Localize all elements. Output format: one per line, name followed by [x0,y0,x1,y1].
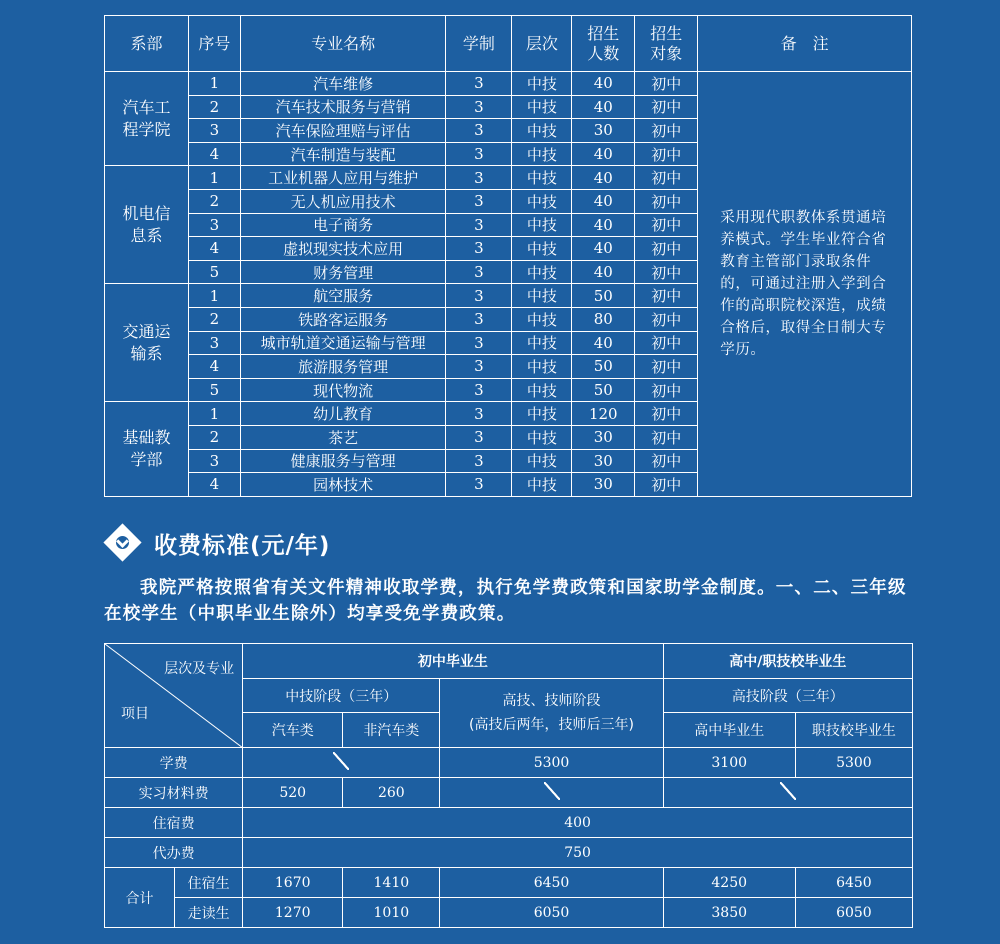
major-years: 3 [446,331,512,355]
major-target: 初中 [635,237,698,261]
majors-table [104,15,912,497]
major-count: 40 [572,213,635,237]
materials-high-na [440,778,663,808]
major-no: 3 [188,331,240,355]
lodging-value: 400 [243,808,913,838]
header-no: 序号 [188,16,240,72]
materials-auto: 520 [243,778,343,808]
tuition-hs: 3100 [663,748,795,778]
major-target: 初中 [635,331,698,355]
major-no: 3 [188,213,240,237]
day-auto: 1270 [243,898,343,928]
major-name: 现代物流 [240,378,446,402]
major-years: 3 [446,237,512,261]
major-target: 初中 [635,449,698,473]
stage-high-sub: (高技后两年，技师后三年) [469,717,634,733]
major-years: 3 [446,119,512,143]
major-no: 3 [188,119,240,143]
stage-high-label: 高技、技师阶段 [502,693,601,709]
major-years: 3 [446,284,512,308]
major-name: 城市轨道交通运输与管理 [240,331,446,355]
major-name: 幼儿教育 [240,402,446,426]
department-name: 机电信息系 [105,166,189,284]
stage-mid: 中技阶段（三年） [243,679,440,713]
major-level: 中技 [512,260,572,284]
header-target: 招生对象 [635,16,698,72]
major-name: 虚拟现实技术应用 [240,237,446,261]
fee-group-row [105,644,913,679]
major-target: 初中 [635,260,698,284]
major-years: 3 [446,473,512,497]
header-count: 招生人数 [572,16,635,72]
major-level: 中技 [512,449,572,473]
major-no: 1 [188,166,240,190]
major-target: 初中 [635,189,698,213]
department-name: 基础教学部 [105,402,189,496]
major-count: 30 [572,119,635,143]
major-years: 3 [446,260,512,284]
major-target: 初中 [635,166,698,190]
major-target: 初中 [635,355,698,379]
major-years: 3 [446,307,512,331]
major-level: 中技 [512,402,572,426]
major-count: 40 [572,260,635,284]
department-name: 汽车工程学院 [105,72,189,166]
major-count: 30 [572,425,635,449]
boarding-nonauto: 1410 [343,868,440,898]
corner-top-label: 层次及专业 [164,661,235,677]
day-high: 6050 [440,898,663,928]
fee-table [104,643,913,928]
stage-high [440,679,663,748]
fee-row-total-day [105,898,913,928]
day-label: 走读生 [175,898,243,928]
fee-row-materials [105,778,913,808]
major-count: 80 [572,307,635,331]
major-no: 3 [188,449,240,473]
day-voc: 6050 [795,898,912,928]
major-level: 中技 [512,284,572,308]
major-name: 无人机应用技术 [240,189,446,213]
major-no: 2 [188,307,240,331]
major-name: 电子商务 [240,213,446,237]
major-level: 中技 [512,166,572,190]
major-years: 3 [446,142,512,166]
major-name: 航空服务 [240,284,446,308]
major-years: 3 [446,425,512,449]
boarding-label: 住宿生 [175,868,243,898]
major-years: 3 [446,95,512,119]
major-level: 中技 [512,72,572,96]
major-target: 初中 [635,95,698,119]
day-nonauto: 1010 [343,898,440,928]
major-name: 铁路客运服务 [240,307,446,331]
major-target: 初中 [635,425,698,449]
major-count: 40 [572,142,635,166]
group-senior: 高中/职技校毕业生 [663,644,912,679]
col-auto: 汽车类 [243,713,343,748]
major-level: 中技 [512,307,572,331]
department-name: 交通运输系 [105,284,189,402]
corner-bottom-label: 项目 [121,706,149,722]
agency-label: 代办费 [105,838,243,868]
boarding-high: 6450 [440,868,663,898]
materials-nonauto: 260 [343,778,440,808]
major-count: 30 [572,449,635,473]
major-target: 初中 [635,402,698,426]
major-no: 5 [188,260,240,284]
major-level: 中技 [512,473,572,497]
major-name: 汽车制造与装配 [240,142,446,166]
col-hs: 高中毕业生 [663,713,795,748]
agency-value: 750 [243,838,913,868]
major-row [105,72,912,96]
major-level: 中技 [512,189,572,213]
major-years: 3 [446,213,512,237]
major-no: 2 [188,425,240,449]
major-years: 3 [446,355,512,379]
materials-senior-na [663,778,912,808]
major-level: 中技 [512,355,572,379]
major-level: 中技 [512,378,572,402]
major-level: 中技 [512,331,572,355]
major-count: 50 [572,284,635,308]
major-target: 初中 [635,473,698,497]
fee-row-lodging [105,808,913,838]
total-label: 合计 [105,868,175,928]
major-level: 中技 [512,119,572,143]
remarks-note: 采用现代职教体系贯通培养模式。学生毕业符合省教育主管部门录取条件的，可通过注册入学到合作的高职院校深造，成绩合格后，取得全日制大专学历。 [698,72,912,497]
major-target: 初中 [635,213,698,237]
diamond-emblem-icon [104,524,142,562]
stage-senior: 高技阶段（三年） [663,679,912,713]
major-no: 5 [188,378,240,402]
major-target: 初中 [635,378,698,402]
lodging-label: 住宿费 [105,808,243,838]
header-note: 备 注 [698,16,912,72]
major-no: 1 [188,402,240,426]
group-junior: 初中毕业生 [243,644,663,679]
major-years: 3 [446,449,512,473]
major-count: 40 [572,95,635,119]
major-name: 汽车维修 [240,72,446,96]
major-no: 4 [188,355,240,379]
major-years: 3 [446,166,512,190]
tuition-mid-na [243,748,440,778]
header-level: 层次 [512,16,572,72]
fee-section-title: 收费标准(元/年) [154,532,331,559]
materials-label: 实习材料费 [105,778,243,808]
boarding-voc: 6450 [795,868,912,898]
tuition-high: 5300 [440,748,663,778]
major-target: 初中 [635,142,698,166]
major-count: 40 [572,237,635,261]
major-name: 茶艺 [240,425,446,449]
major-no: 4 [188,237,240,261]
boarding-hs: 4250 [663,868,795,898]
fee-intro-paragraph: 我院严格按照省有关文件精神收取学费，执行免学费政策和国家助学金制度。一、二、三年级在校学生（中职毕业生除外）均享受免学费政策。 [104,578,907,624]
col-nonauto: 非汽车类 [343,713,440,748]
fee-row-agency [105,838,913,868]
major-name: 健康服务与管理 [240,449,446,473]
major-no: 1 [188,284,240,308]
majors-header-row [105,16,912,72]
major-count: 120 [572,402,635,426]
major-level: 中技 [512,237,572,261]
major-count: 50 [572,378,635,402]
fee-row-tuition [105,748,913,778]
major-count: 40 [572,189,635,213]
major-name: 园林技术 [240,473,446,497]
major-target: 初中 [635,284,698,308]
header-major: 专业名称 [240,16,446,72]
major-no: 1 [188,72,240,96]
tuition-label: 学费 [105,748,243,778]
header-dept: 系部 [105,16,189,72]
major-years: 3 [446,189,512,213]
major-level: 中技 [512,213,572,237]
tuition-voc: 5300 [795,748,912,778]
majors-body [105,72,912,497]
major-name: 汽车保险理赔与评估 [240,119,446,143]
major-name: 旅游服务管理 [240,355,446,379]
major-name: 工业机器人应用与维护 [240,166,446,190]
not-applicable-slash [780,782,796,800]
major-level: 中技 [512,95,572,119]
major-level: 中技 [512,142,572,166]
fee-section-heading [104,521,330,565]
boarding-auto: 1670 [243,868,343,898]
not-applicable-slash [333,752,349,770]
major-name: 汽车技术服务与营销 [240,95,446,119]
not-applicable-slash [544,782,560,800]
major-level: 中技 [512,425,572,449]
major-no: 2 [188,95,240,119]
major-target: 初中 [635,307,698,331]
fee-corner-cell [105,644,243,748]
major-count: 50 [572,355,635,379]
major-target: 初中 [635,119,698,143]
major-no: 4 [188,142,240,166]
major-years: 3 [446,378,512,402]
major-count: 40 [572,72,635,96]
fee-row-total-boarding [105,868,913,898]
major-count: 40 [572,166,635,190]
major-count: 40 [572,331,635,355]
day-hs: 3850 [663,898,795,928]
major-years: 3 [446,402,512,426]
major-no: 2 [188,189,240,213]
major-name: 财务管理 [240,260,446,284]
major-target: 初中 [635,72,698,96]
major-years: 3 [446,72,512,96]
col-voc: 职技校毕业生 [795,713,912,748]
major-count: 30 [572,473,635,497]
header-years: 学制 [446,16,512,72]
major-no: 4 [188,473,240,497]
